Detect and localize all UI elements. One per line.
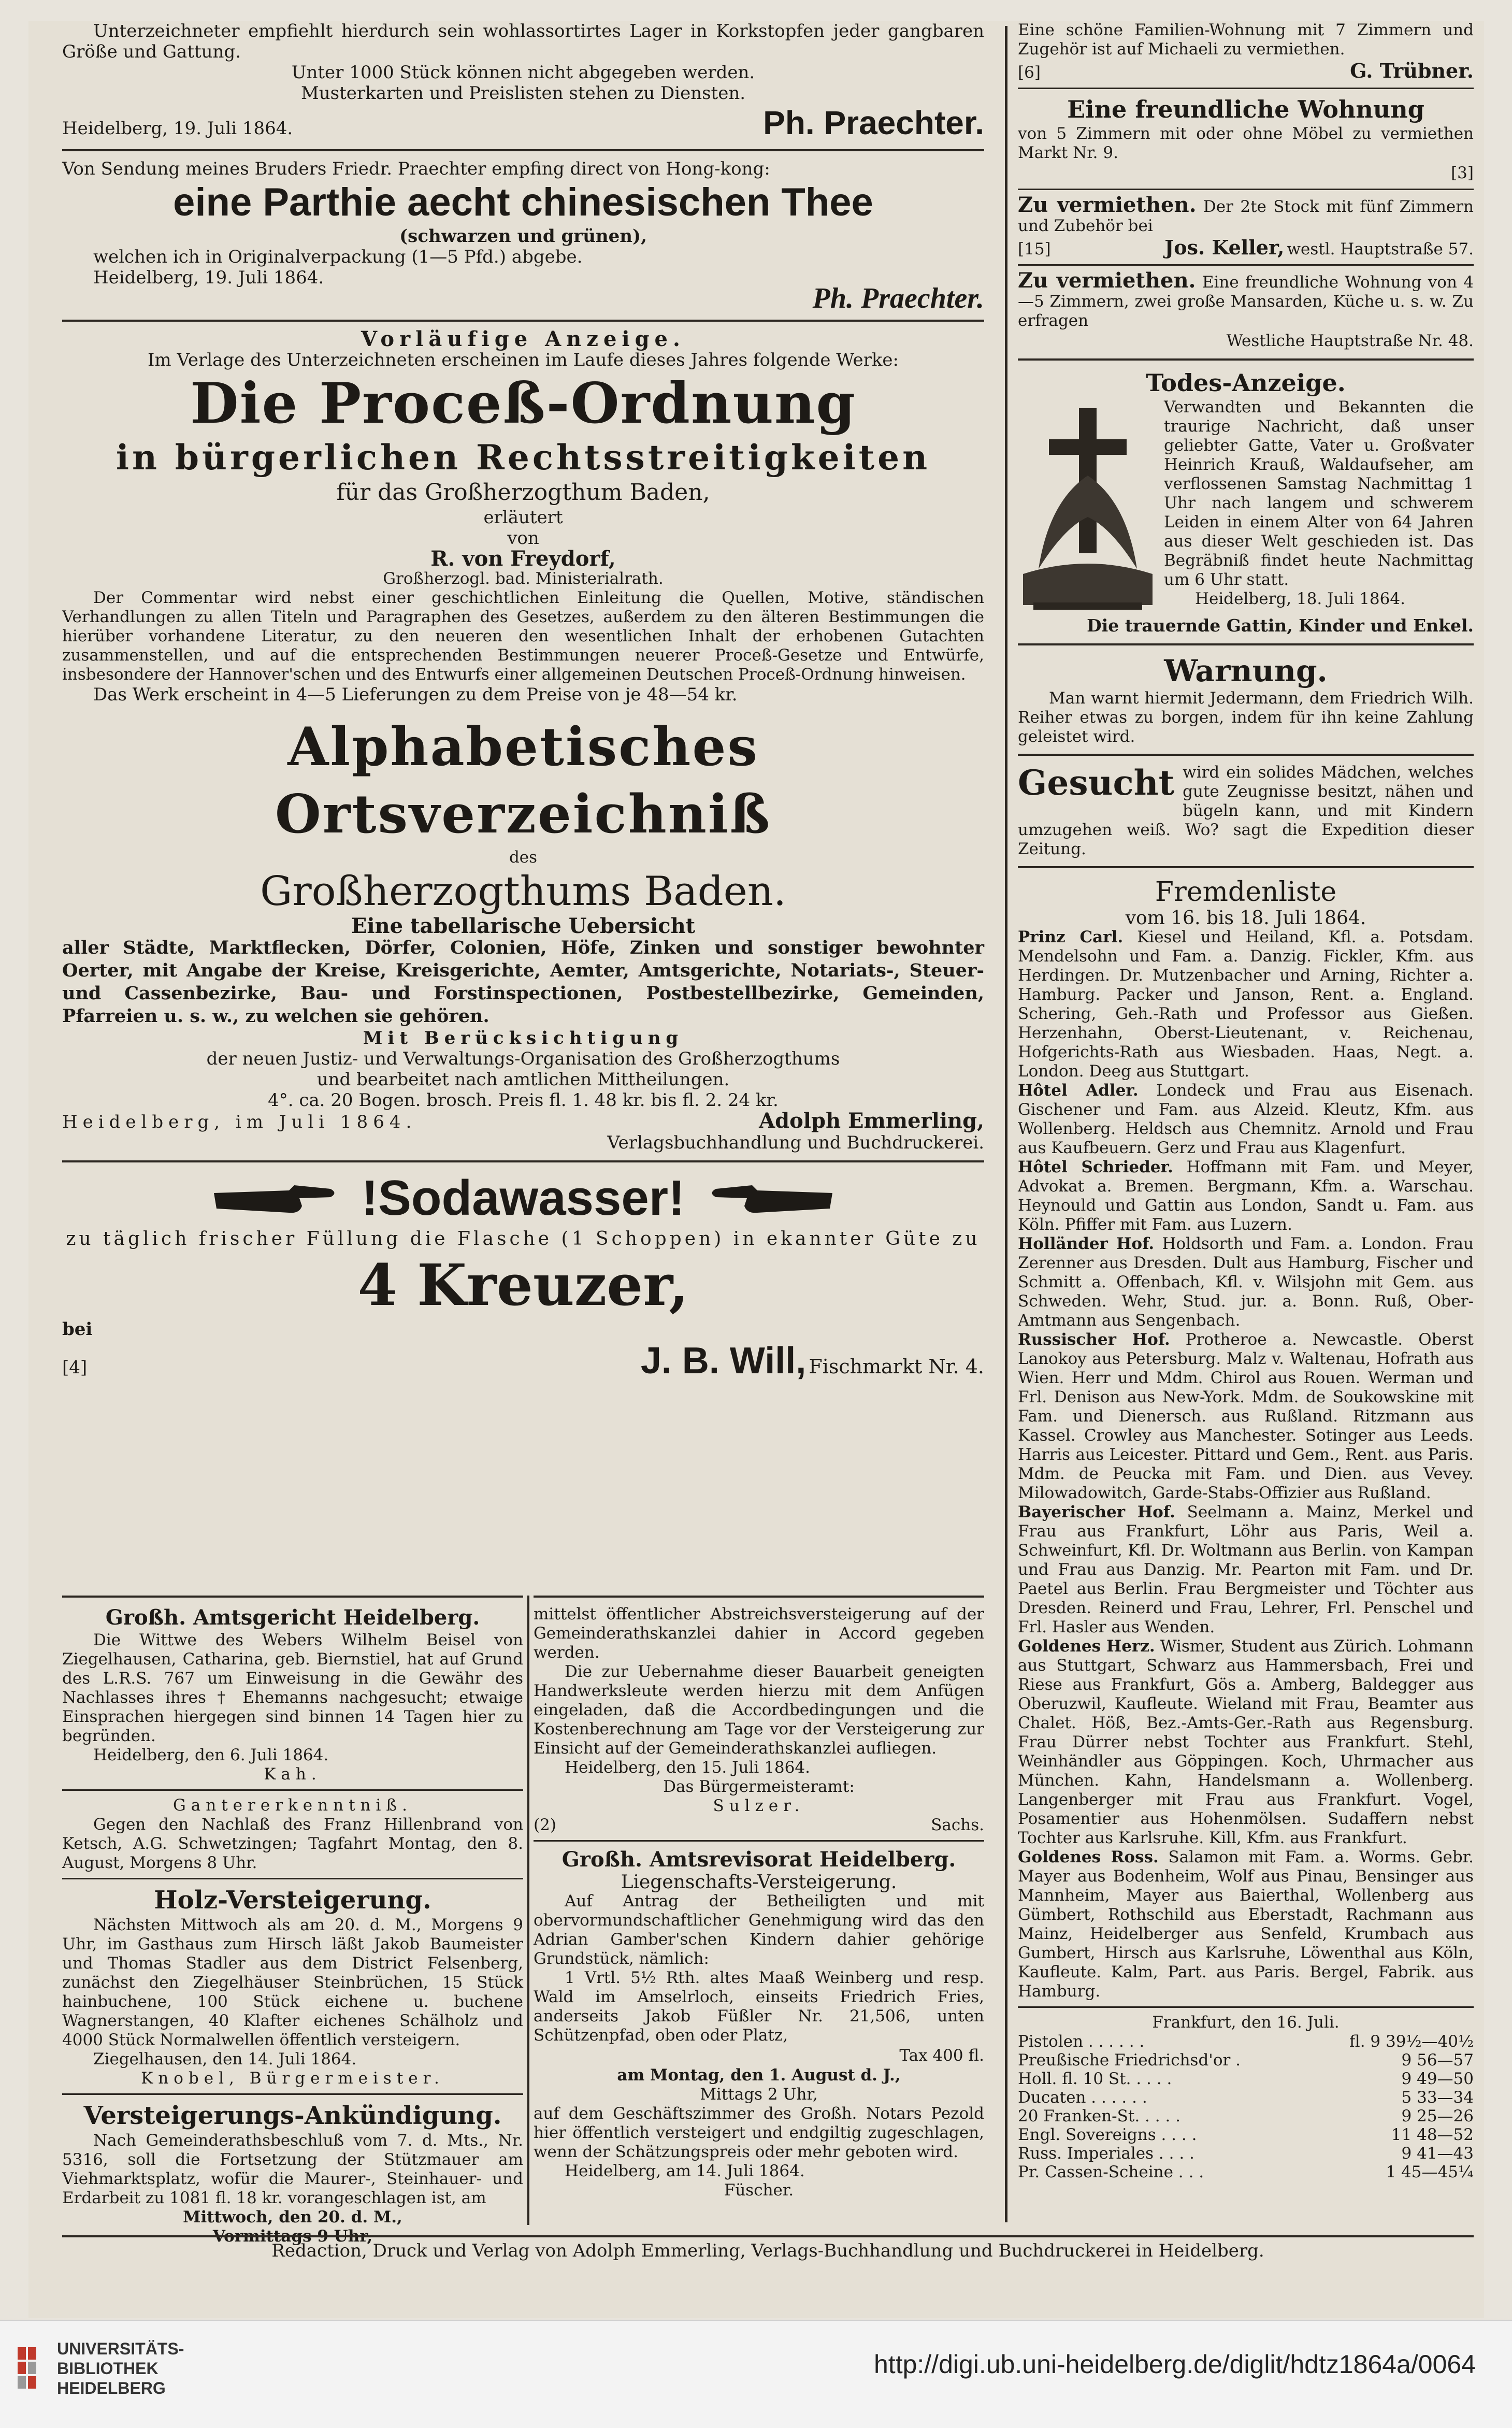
book-author: R. von Freydorf,: [430, 547, 616, 571]
ad-place-date: Heidelberg, 18. Juli 1864.: [1195, 590, 1405, 608]
ad-text: Unterzeichneter empfiehlt hierdurch sein wohlassortirtes Lager in Korkstopfen jeder gangbaren Größe und Gattung.: [62, 21, 984, 62]
warnung-ad: [1018, 653, 1474, 746]
notice-signature: Knobel, Bürgermeister.: [141, 2069, 444, 2088]
rate-value: 5 33—34: [1401, 2088, 1474, 2107]
rate-value: 9 25—26: [1401, 2107, 1474, 2125]
ad-place-date: Heidelberg, 19. Juli 1864.: [93, 267, 324, 288]
hotel-name: Goldenes Ross.: [1018, 1848, 1159, 1866]
ad-text: wird ein solides Mädchen, welches gute Zeugnisse besitzt, nähen und bügeln kann, und mit Kindern umzugehen weiß. Wo? sagt die Expedition dieser Zeitung.: [1018, 763, 1474, 858]
rate-value: 9 56—57: [1401, 2051, 1474, 2070]
logo-line: HEIDELBERG: [57, 2379, 166, 2397]
imprint-text: Redaction, Druck und Verlag von Adolph Emmerling, Verlags-Buchhandlung und Buchdruckerei in Heidelberg.: [271, 2240, 1264, 2261]
ad-body: Der Commentar wird nebst einer geschichtlichen Einleitung die Quellen, Motive, ständischen Verhandlungen zu allen Titeln und Paragraphen des Gesetzes, außerdem zu den älteren Bestimmungen die hierüber vorhandene Literatur, zu den neueren den wesentlichen Inhalt der erhobenen Gutachten zusammenstellen, und auf die entsprechenden Bestimmungen neuerer Proceß-Gesetze und Entwürfe, insbesondere der Hannover'schen und des Entwurfs einer allgemeinen Deutschen Proceß-Ordnung hinweisen.: [62, 588, 984, 684]
notice-subheading: Liegenschafts-Versteigerung.: [621, 1872, 897, 1893]
guest-entry: [1018, 1637, 1474, 1848]
hotel-name: Prinz Carl.: [1018, 928, 1124, 946]
notice-body: Nach Gemeinderathsbeschluß vom 7. d. Mts., Nr. 5316, soll die Fortsetzung der Stützmauer am Viehmarktsplatz, wofür die Maurer-, Steinhauer- und Erdarbeit zu 1081 fl. 18 kr. vorangeschlagen ist, am: [62, 2131, 523, 2207]
divider: [1018, 264, 1474, 266]
rate-name: Holl. fl. 10 St. . . . .: [1018, 2070, 1172, 2088]
rate-value: 9 41—43: [1401, 2144, 1474, 2163]
hotel-name: Russischer Hof.: [1018, 1330, 1170, 1349]
ad-signature: J. B. Will,: [640, 1340, 807, 1382]
divider: [1018, 2006, 1474, 2008]
pointing-hand-left-icon: [705, 1177, 835, 1219]
ad-signature: Ph. Praechter.: [763, 104, 984, 141]
notice-place-date: Heidelberg, den 6. Juli 1864.: [93, 1746, 329, 1764]
guest-entry: [1018, 1234, 1474, 1330]
ad-signature: Die trauernde Gattin, Kinder und Enkel.: [1087, 615, 1474, 636]
ortsverzeichnis-ad: [62, 713, 984, 1153]
guest-names: Seelmann a. Mainz, Merkel und Frau aus Frankfurt, Löhr aus Paris, Weil a. Schweinfurt, Kfl. Dr. Woltmann aus Berlin. von Kampan und Frau aus Danzig. Mr. Pearton mit Fam. und Dr. Paetel aus Berlin. Frau Bergmeister und Töchter aus Dresden. Reinerd und Frau, Lehrer, Frl. Penschel und Frl. Hasler aus Wenden.: [1018, 1503, 1474, 1636]
ad-text: bei: [62, 1319, 93, 1340]
divider: [534, 1840, 984, 1842]
ad-text: Unter 1000 Stück können nicht abgegeben werden.: [291, 62, 755, 83]
notice-body: Auf Antrag der Betheiligten und mit obervormundschaftlicher Genehmigung wird das den Adrian Gamber'schen Kindern dahier gehörige Grundstück, nämlich:: [534, 1892, 984, 1968]
ad-heading: Vorläufige Anzeige.: [361, 327, 685, 351]
notice-heading: Großh. Amtsgericht Heidelberg.: [105, 1605, 480, 1630]
guest-entry: [1018, 1848, 1474, 2001]
rate-value: 1 45—45¼: [1386, 2163, 1474, 2181]
ad-heading: Warnung.: [1164, 653, 1328, 688]
ad-address: Fischmarkt Nr. 4.: [809, 1355, 984, 1378]
ad-text: von 5 Zimmern mit oder ohne Möbel zu vermiethen Markt Nr. 9.: [1018, 124, 1474, 162]
ad-place-date: Heidelberg, im Juli 1864.: [62, 1112, 417, 1132]
hotel-name: Hôtel Adler.: [1018, 1081, 1139, 1100]
ad-signature: G. Trübner.: [1350, 59, 1474, 82]
divider: [1018, 866, 1474, 868]
vermiethen-ad-2: [1018, 268, 1474, 351]
rate-value: 11 48—52: [1391, 2125, 1474, 2144]
ad-price: Das Werk erscheint in 4—5 Lieferungen zu dem Preise von je 48—54 kr.: [93, 684, 738, 705]
notice-number: (2): [534, 1816, 556, 1834]
ad-heading: Eine freundliche Wohnung: [1067, 95, 1424, 123]
notice-signature: Füscher.: [724, 2181, 794, 2200]
library-logo[interactable]: [16, 2339, 184, 2398]
notice-place-date: Ziegelhausen, den 14. Juli 1864.: [93, 2050, 357, 2068]
wohnung-ad-1: [1018, 21, 1474, 82]
ad-number: [15]: [1018, 240, 1051, 258]
notice-signature: Sulzer.: [713, 1797, 805, 1815]
hotel-name: Hôtel Schrieder.: [1018, 1158, 1173, 1176]
ad-address: Westliche Hauptstraße Nr. 48.: [1226, 332, 1474, 350]
notices-column-middle: [534, 1596, 984, 2233]
ad-headline: !Sodawasser!: [361, 1170, 685, 1226]
guest-names: Wismer, Student aus Zürich. Lohmann aus Stuttgart, Schwarz aus Hammersbach, Frei und Riese aus Frankfurt, Gös a. Amberg, Baldegger aus Oberuzwil, Kaufleute. Wieland mit Frau, Beamter aus Chalet. Höß, Bez.-Amts-Ger.-Rath aus Regensburg. Frau Dürrer nebst Tochter aus Frankfurt. Stehl, Weinhändler aus Göppingen. Koch, Uhrmacher aus München. Kahn, Handelsmann a. Wollenberg. Langenberger mit Frau aus Frankfurt. Vogel, Posamentier aus Hohenmölsen. Sudaffern nebst Tochter aus Karlsruhe. Kill, Kfm. aus Frankfurt.: [1018, 1637, 1474, 1847]
library-logo-icon: [16, 2345, 47, 2392]
hotel-name: Goldenes Herz.: [1018, 1637, 1155, 1656]
divider: [1018, 754, 1474, 756]
notice-body: Nächsten Mittwoch als am 20. d. M., Morgens 9 Uhr, im Gasthaus zum Hirsch läßt Jakob Baumeister und Thomas Stadler aus dem District Felsenberg, zunächst den Ziegelhäuser Steinbrüchen, 15 Stück hainbuchene, 100 Stück eichene u. buchene Wagnerstangen, 40 Klafter eichenes Schälholz und 4000 Stück Normalwellen öffentlich versteigern.: [62, 1916, 523, 2049]
guest-names: Holdsorth und Fam. a. London. Frau Zerenner aus Dresden. Dult aus Hamburg, Fischer und Schmitt a. Offenbach, Kfl. v. Wilsjohn mit Gem. aus Schweden. Wehr, Stud. jur. a. Bonn. Ruß, Ober-Amtmann aus Sengenbach.: [1018, 1234, 1474, 1330]
rate-row: [1018, 2070, 1474, 2088]
guest-list: [1018, 928, 1474, 2001]
rate-name: Pr. Cassen-Scheine . . .: [1018, 2163, 1204, 2181]
divider: [1018, 189, 1474, 190]
ad-heading: Gesucht: [1018, 763, 1175, 803]
rate-name: Pistolen . . . . . .: [1018, 2032, 1145, 2051]
vorlaeufige-anzeige: [62, 329, 984, 705]
rate-value: fl. 9 39½—40½: [1349, 2032, 1474, 2051]
book-title: Die Proceß-Ordnung: [190, 371, 857, 436]
pointing-hand-right-icon: [211, 1177, 341, 1219]
list-dates: vom 16. bis 18. Juli 1864.: [1125, 908, 1366, 929]
notice-body: auf dem Geschäftszimmer des Großh. Notars Pezold hier öffentlich versteigert und endgiltig zugeschlagen, wenn der Schätzungspreis oder mehr geboten wird.: [534, 2104, 984, 2161]
ad-number: [4]: [62, 1357, 88, 1378]
guest-names: Kiesel und Heiland, Kfl. a. Potsdam. Mendelsohn und Fam. a. Danzig. Fickler, Kfm. aus Herdingen. Dr. Mutzenbacher und Arning, Richter a. Hamburg. Packer und Janson, Rent. a. England. Schering, Geh.-Rath und Professor aus Gießen. Herzenhahn, Oberst-Lieutenant, v. Reichenau, Hofgerichts-Rath aus Wiesbaden. Haas, Negt. a. London. Deeg aus Stuttgart.: [1018, 928, 1474, 1081]
ad-text: Mit Berücksichtigung: [363, 1028, 684, 1048]
ad-text: des: [509, 848, 538, 867]
subcolumn-divider: [527, 1596, 529, 2225]
divider: [62, 1160, 984, 1162]
divider: [62, 1878, 523, 1879]
logo-line: BIBLIOTHEK: [57, 2359, 159, 2378]
right-column: [1018, 21, 1474, 2225]
hotel-name: Bayerischer Hof.: [1018, 1503, 1175, 1521]
notice-body: Gegen den Nachlaß des Franz Hillenbrand von Ketsch, A.G. Schwetzingen; Tagfahrt Montag, den 8. August, Morgens 8 Uhr.: [62, 1815, 523, 1872]
rate-name: Engl. Sovereigns . . . .: [1018, 2125, 1197, 2144]
guest-names: Hoffmann mit Fam. und Meyer, Advokat a. Bremen. Bergmann, Kfm. a. Warschau. Heynould und Gattin aus London, Sandt u. Fam. aus Köln. Pfiffer mit Fam. aus Luzern.: [1018, 1158, 1474, 1234]
list-heading: Fremdenliste: [1155, 877, 1337, 908]
ad-price: 4°. ca. 20 Bogen. brosch. Preis fl. 1. 48 kr. bis fl. 2. 24 kr.: [268, 1090, 779, 1111]
notice-body: Die zur Uebernahme dieser Bauarbeit geneigten Handwerksleute werden hierzu mit dem Anfügen eingeladen, daß die Accordbedingungen und die Kostenberechnung am Tage vor der Versteigerung zur Einsicht auf der Gemeinderathskanzlei aufliegen.: [534, 1662, 984, 1758]
divider: [1018, 88, 1474, 89]
notice-signature: Kah.: [264, 1765, 322, 1784]
imprint-footer: [62, 2235, 1474, 2261]
rates-table: [1018, 2032, 1474, 2181]
divider: [62, 149, 984, 151]
notice-date: Mittwoch, den 20. d. M.,: [183, 2208, 402, 2226]
rate-row: [1018, 2032, 1474, 2051]
ad-signature: Jos. Keller,: [1164, 236, 1285, 259]
rate-name: 20 Franken-St. . . . .: [1018, 2107, 1181, 2125]
todes-anzeige: [1018, 368, 1474, 636]
grave-cross-icon: [1018, 398, 1158, 615]
ad-heading: Zu vermiethen.: [1018, 268, 1196, 293]
guest-names: Londeck und Frau aus Eisenach. Gischener und Fam. aus Alzeid. Kleutz, Kfm. aus Wollenberg. Heldsch aus Chemnitz. Arnold und Frau aus Kaufbeuern. Gerz und Frau aus Klagenfurt.: [1018, 1081, 1474, 1157]
ad-price: 4 Kreuzer,: [357, 1252, 689, 1318]
korkstopfen-ad: [62, 21, 984, 142]
fremdenliste: [1018, 875, 1474, 2001]
permalink-url[interactable]: http://digi.ub.uni-heidelberg.de/diglit/hdtz1864a/0064: [874, 2350, 1476, 2379]
vermiethen-ad-1: [1018, 195, 1474, 259]
ad-text: welchen ich in Originalverpackung (1—5 Pfd.) abgebe.: [93, 247, 583, 267]
guest-names: Salamon mit Fam. a. Worms. Gebr. Mayer aus Bodenheim, Wolf aus Pinau, Bensinger aus Mannheim, Mayer aus Baierthal, Wollenberg aus Gümbert, Rothschild aus Eberstadt, Rachmann aus Mainz, Heidelberger aus Senfeld, Krumbach aus Gumbert, Hirsch aus Karlsruhe, Löwenthal aus Köln, Kaufleute. Kalm, Part. aus Paris. Bergel, Fabrik. aus Hamburg.: [1018, 1848, 1474, 2001]
divider: [62, 320, 984, 322]
guest-entry: [1018, 1503, 1474, 1637]
rate-name: Russ. Imperiales . . . .: [1018, 2144, 1194, 2163]
library-logo-text: [57, 2339, 184, 2398]
gesucht-ad: [1018, 763, 1474, 859]
notice-item: 1 Vrtl. 5½ Rth. altes Maaß Weinberg und resp. Wald im Amselrloch, einseits Friedrich Fries, anderseits Jakob Füßler Nr. 21,506, unten Schützenpfad, oben oder Platz,: [534, 1969, 984, 2045]
ad-signature-sub: Verlagsbuchhandlung und Buchdruckerei.: [607, 1132, 984, 1153]
notice-place-date: Heidelberg, am 14. Juli 1864.: [565, 2162, 805, 2180]
hotel-name: Holländer Hof.: [1018, 1234, 1155, 1253]
column-divider: [1005, 26, 1007, 2222]
rate-row: [1018, 2051, 1474, 2070]
ad-body: aller Städte, Marktflecken, Dörfer, Colonien, Höfe, Zinken und sonstiger bewohnter Oerter, mit Angabe der Kreise, Kreisgerichte, Aemter, Amtsgerichte, Notariats-, Steuer- und Cassenbezirke, Bau- und Forstinspectionen, Postbestellbezirke, Gemeinden, Pfarreien u. s. w., zu welchen sie gehören.: [62, 937, 984, 1027]
rate-name: Preußische Friedrichsd'or .: [1018, 2051, 1241, 2070]
frankfurt-rates: [1018, 2013, 1474, 2181]
ad-text: zu täglich frischer Füllung die Flasche (1 Schoppen) in ekannter Güte zu: [66, 1228, 981, 1249]
sodawasser-ad: [62, 1170, 984, 1382]
guest-entry: [1018, 1081, 1474, 1158]
thee-ad: [62, 159, 984, 312]
rate-row: [1018, 2125, 1474, 2144]
divider: [534, 1596, 984, 1598]
rate-row: [1018, 2088, 1474, 2107]
ad-text: Im Verlage des Unterzeichneten erscheinen im Laufe dieses Jahres folgende Werke:: [147, 350, 899, 370]
divider: [1018, 358, 1474, 361]
ad-body: Verwandten und Bekannten die traurige Nachricht, daß unser geliebter Gatte, Vater u. Großvater Heinrich Krauß, Waldaufseher, am verflossenen Samstag Nachmittag 1 Uhr nach langem und schwerem Leiden in einem Alter von 64 Jahren aus dieser Welt geschieden ist. Das Begräbniß findet heute Nachmittag um 6 Uhr statt.: [1164, 398, 1474, 589]
book-subtitle: für das Großherzogthum Baden,: [336, 479, 710, 506]
book-subtitle: in bürgerlichen Rechtsstreitigkeiten: [116, 437, 931, 478]
rate-row: [1018, 2107, 1474, 2125]
rate-row: [1018, 2163, 1474, 2181]
guest-names: Protheroe a. Newcastle. Oberst Lanokoy aus Petersburg. Malz v. Waltenau, Hofrath aus Wien. Herr und Mdm. Chirol aus Rouen. Werman und Frl. Denison aus New-York. Mdm. de Soukowskine mit Fam. und Dienersch. aus Rußland. Ritzmann aus Kassel. Crowley aus Manchester. Sotinger aus Leeds. Harris aus Leicester. Pittard und Gem., Rent. aus Paris. Mdm. de Peucka mit Fam. und Dien. aus Vevey. Milowadowitch, Garde-Stabs-Offizier aus Rußland.: [1018, 1330, 1474, 1502]
divider: [62, 1596, 523, 1598]
notice-place-date: Heidelberg, den 15. Juli 1864.: [565, 1758, 810, 1777]
ad-number: [6]: [1018, 63, 1041, 82]
ad-heading: Zu vermiethen.: [1018, 193, 1197, 217]
divider: [62, 2093, 523, 2095]
rate-row: [1018, 2144, 1474, 2163]
notice-heading: Gantererkenntniß.: [173, 1796, 412, 1815]
ad-address: westl. Hauptstraße 57.: [1287, 240, 1474, 258]
divider: [62, 2235, 1474, 2237]
ad-text: der neuen Justiz- und Verwaltungs-Organisation des Großherzogthums: [206, 1048, 840, 1069]
ad-heading: Todes-Anzeige.: [1146, 369, 1346, 397]
guest-entry: [1018, 928, 1474, 1081]
notice-time: Mittags 2 Uhr,: [700, 2085, 818, 2104]
book-subtitle: Eine tabellarische Uebersicht: [351, 914, 696, 938]
ad-headline: eine Parthie aecht chinesischen Thee: [173, 180, 873, 224]
ad-text: erläutert: [483, 507, 563, 528]
notice-time: Vormittags 9 Uhr,: [212, 2227, 373, 2246]
ad-text: Eine freundliche Wohnung von 4—5 Zimmern, zwei große Mansarden, Küche u. s. w. Zu erfragen: [1018, 273, 1474, 330]
wohnung-ad-2: [1018, 94, 1474, 183]
ad-signature: Adolph Emmerling,: [759, 1109, 984, 1133]
divider: [1018, 643, 1474, 645]
notice-date: am Montag, den 1. August d. J.,: [617, 2066, 901, 2085]
book-subtitle: Großherzogthums Baden.: [260, 868, 786, 915]
rate-value: 9 49—50: [1401, 2070, 1474, 2088]
ad-place-date: Heidelberg, 19. Juli 1864.: [62, 118, 293, 139]
rates-heading: Frankfurt, den 16. Juli.: [1152, 2013, 1340, 2032]
ad-text: Musterkarten und Preislisten stehen zu Diensten.: [300, 83, 746, 104]
guest-entry: [1018, 1330, 1474, 1503]
notice-body: mittelst öffentlicher Abstreichsversteigerung auf der Gemeinderathskanzlei dahier in Accord gegeben werden.: [534, 1605, 984, 1662]
notice-body: Die Wittwe des Webers Wilhelm Beisel von Ziegelhausen, Catharina, geb. Biernstiel, hat auf Grund des L.R.S. 767 um Einweisung in die Gewähr des Nachlasses ihres † Ehemanns nachgesucht; etwaige Einsprachen hiergegen sind binnen 14 Tagen hier zu begründen.: [62, 1631, 523, 1745]
guest-entry: [1018, 1158, 1474, 1234]
ad-text: Man warnt hiermit Jedermann, dem Friedrich Wilh. Reiher etwas zu borgen, indem für ihn keine Zahlung geleistet wird.: [1018, 689, 1474, 746]
ad-number: [3]: [1451, 164, 1474, 182]
book-title: Alphabetisches Ortsverzeichniß: [275, 716, 772, 845]
notice-signature: Sachs.: [931, 1816, 984, 1834]
ad-subline: (schwarzen und grünen),: [399, 226, 647, 247]
notice-heading: Großh. Amtsrevisorat Heidelberg.: [561, 1847, 956, 1872]
logo-line: UNIVERSITÄTS-: [57, 2339, 184, 2358]
ad-text: von: [507, 528, 539, 549]
notices-column-left: [62, 1596, 523, 2246]
ad-text: Von Sendung meines Bruders Friedr. Praechter empfing direct von Hong-kong:: [62, 159, 770, 179]
author-title: Großherzogl. bad. Ministerialrath.: [383, 569, 664, 588]
ad-text: und bearbeitet nach amtlichen Mittheilungen.: [316, 1069, 730, 1090]
divider: [62, 1789, 523, 1791]
notice-office: Das Bürgermeisteramt:: [663, 1777, 855, 1796]
notice-heading: Versteigerungs-Ankündigung.: [83, 2101, 502, 2130]
notice-heading: Holz-Versteigerung.: [154, 1886, 431, 1915]
ad-text: Eine schöne Familien-Wohnung mit 7 Zimmern und Zugehör ist auf Michaeli zu vermiethen.: [1018, 21, 1474, 59]
ad-signature: Ph. Praechter.: [812, 282, 984, 314]
ad-text: Der 2te Stock mit fünf Zimmern und Zubehör bei: [1018, 197, 1474, 235]
notice-tax: Tax 400 fl.: [899, 2046, 984, 2065]
rate-name: Ducaten . . . . . .: [1018, 2088, 1147, 2107]
